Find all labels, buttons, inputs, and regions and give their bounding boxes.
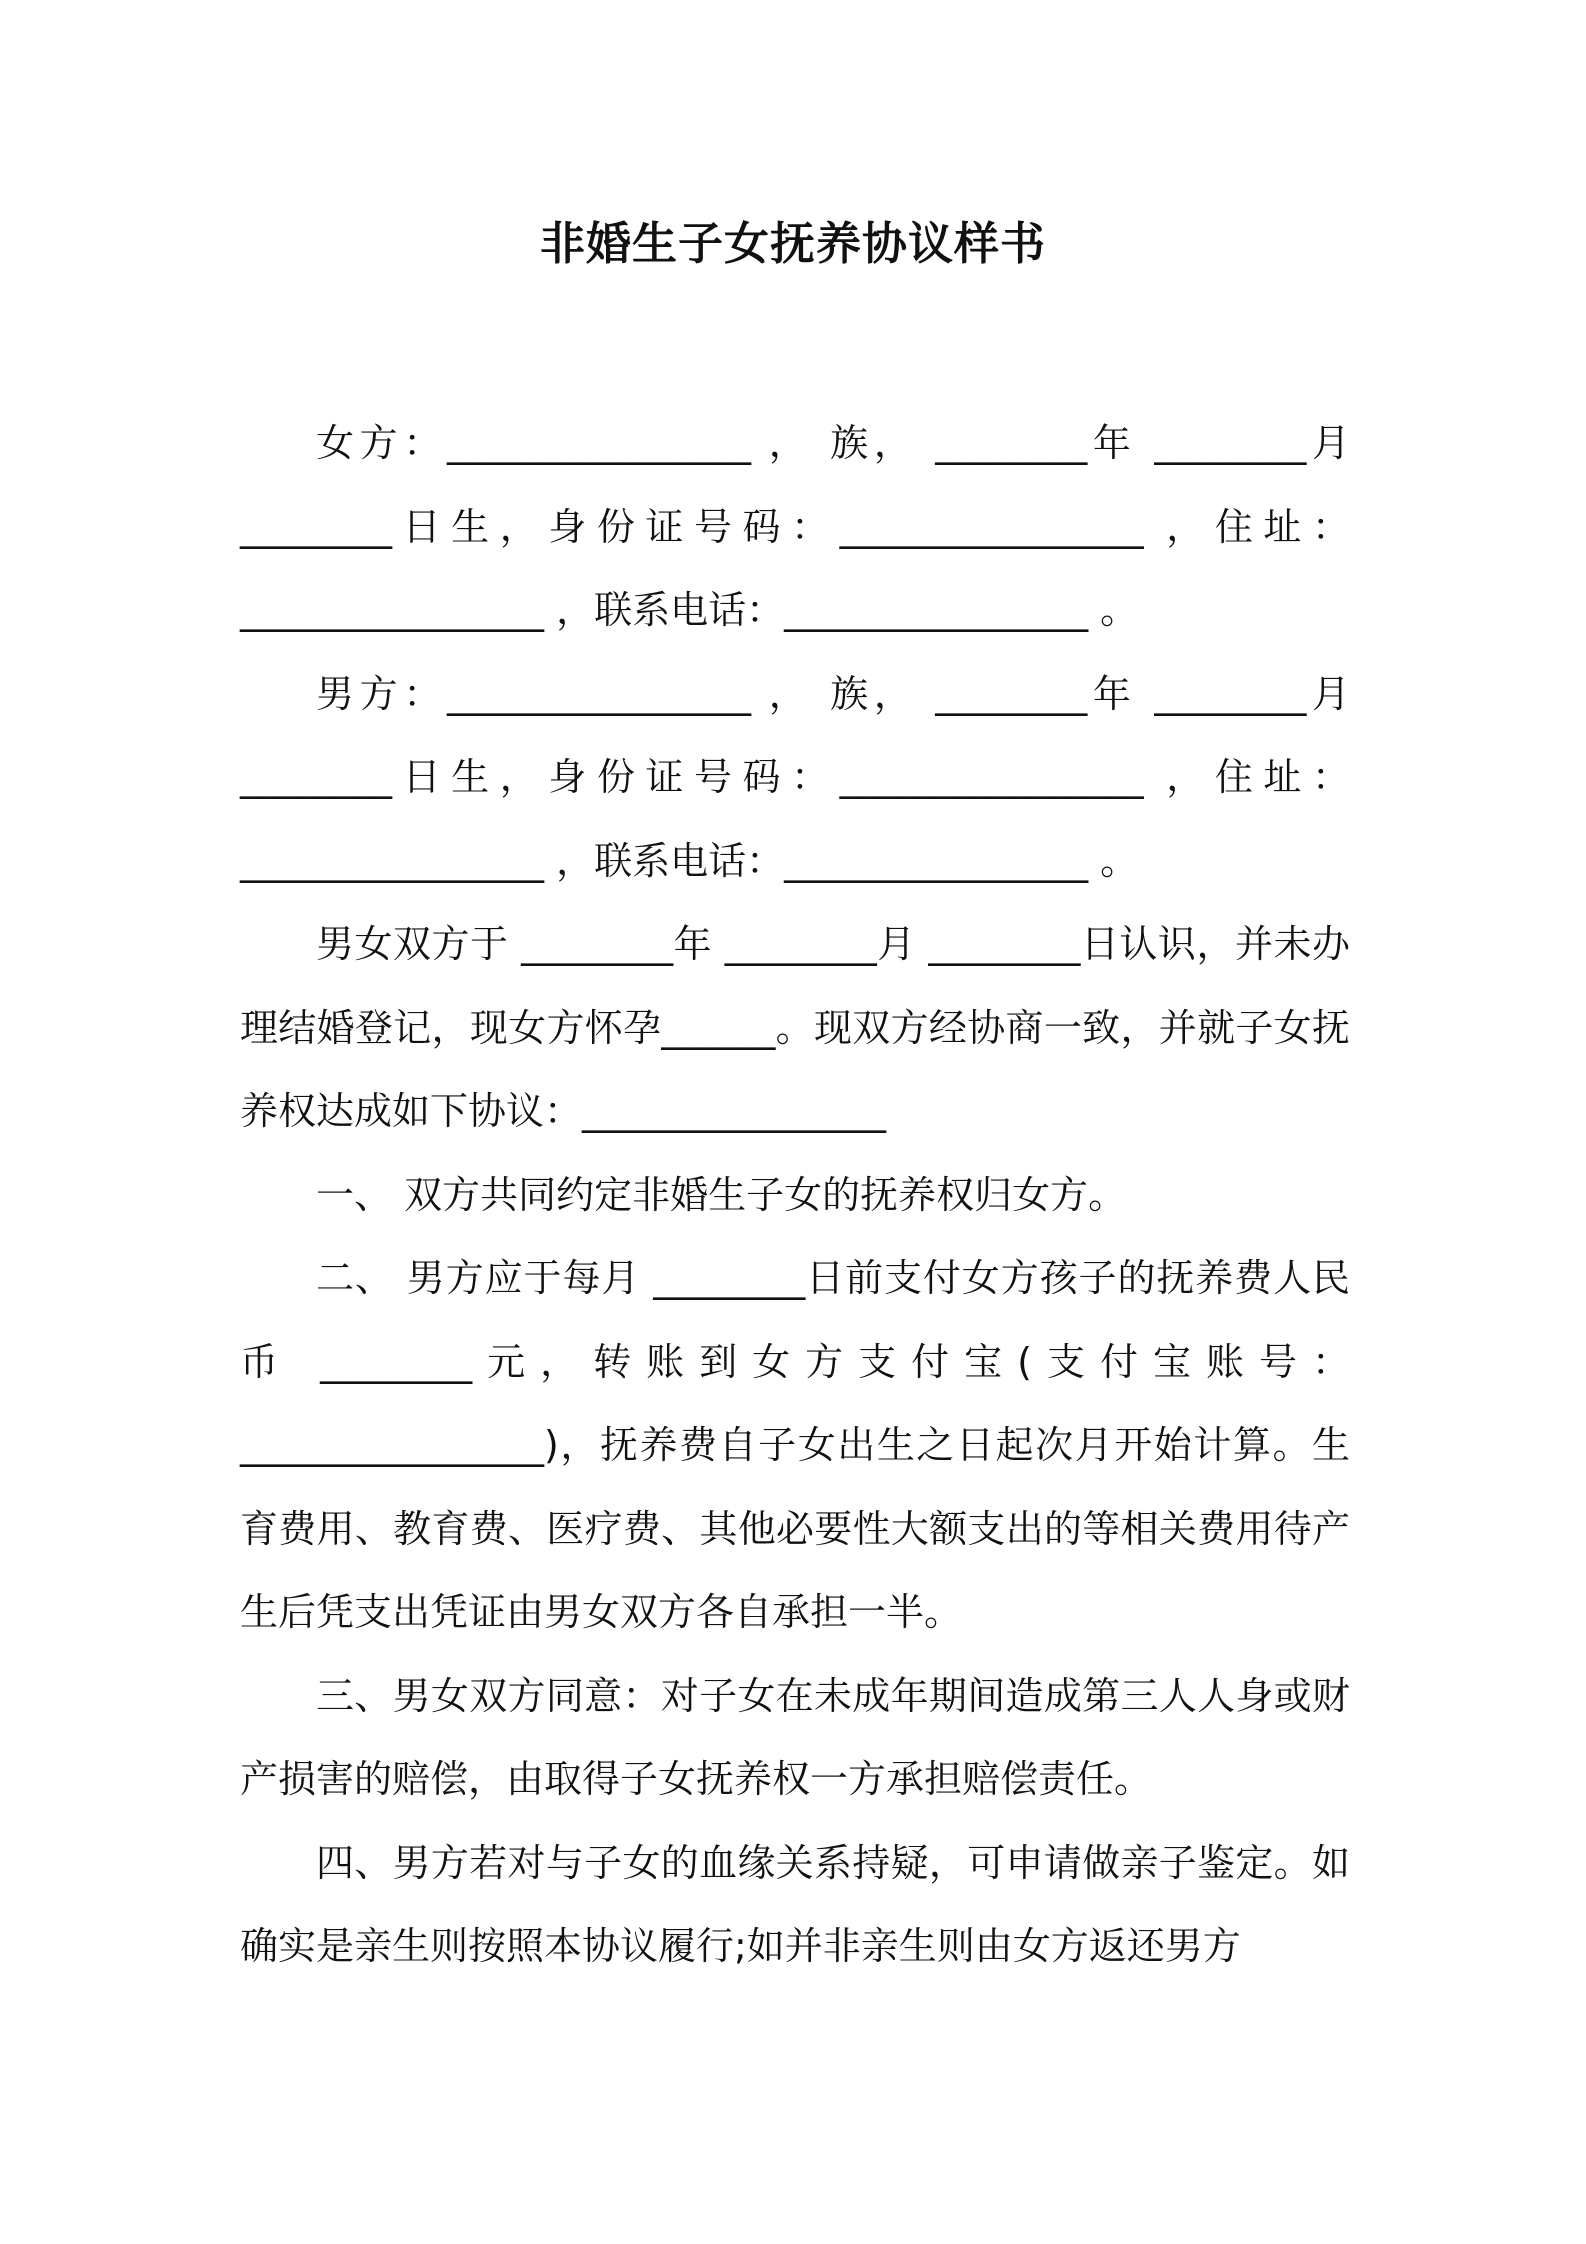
paragraph-preamble: 男女双方于 ________年 ________月 ________日认识，并未办理结婚登记，现女方怀孕______。现双方经协商一致，并就子女抚养权达成如下协议：________________ bbox=[240, 922, 1350, 1133]
paragraph-female-party: 女方：________________ ， 族， ________年 ________月 ________日生，身份证号码：________________ ，住址：________________ ，联系电话：________________ 。 bbox=[240, 421, 1350, 632]
clause-4: 四、男方若对与子女的血缘关系持疑，可申请做亲子鉴定。如确实是亲生则按照本协议履行;如并非亲生则由女方返还男方 bbox=[240, 1840, 1350, 1968]
document-title: 非婚生子女抚养协议样书 bbox=[539, 217, 1046, 270]
clause-3: 三、男女双方同意：对子女在未成年期间造成第三人人身或财产损害的赔偿，由取得子女抚养权一方承担赔偿责任。 bbox=[240, 1673, 1350, 1801]
clause-2: 二、 男方应于每月 ________日前支付女方孩子的抚养费人民币 ________元，转账到女方支付宝(支付宝账号：________________)，抚养费自子女出生之日起次月开始计算。生育费用、教育费、医疗费、其他必要性大额支出的等相关费用待产生后凭支出凭证由男女双方各自承担一半。 bbox=[240, 1256, 1350, 1634]
paragraph-male-party: 男方：________________ ， 族， ________年 ________月 ________日生，身份证号码：________________ ，住址：________________ ，联系电话：________________ 。 bbox=[240, 671, 1350, 883]
document-body bbox=[240, 402, 1350, 1989]
clause-1: 一、 双方共同约定非婚生子女的抚养权归女方。 bbox=[316, 1172, 1127, 1217]
